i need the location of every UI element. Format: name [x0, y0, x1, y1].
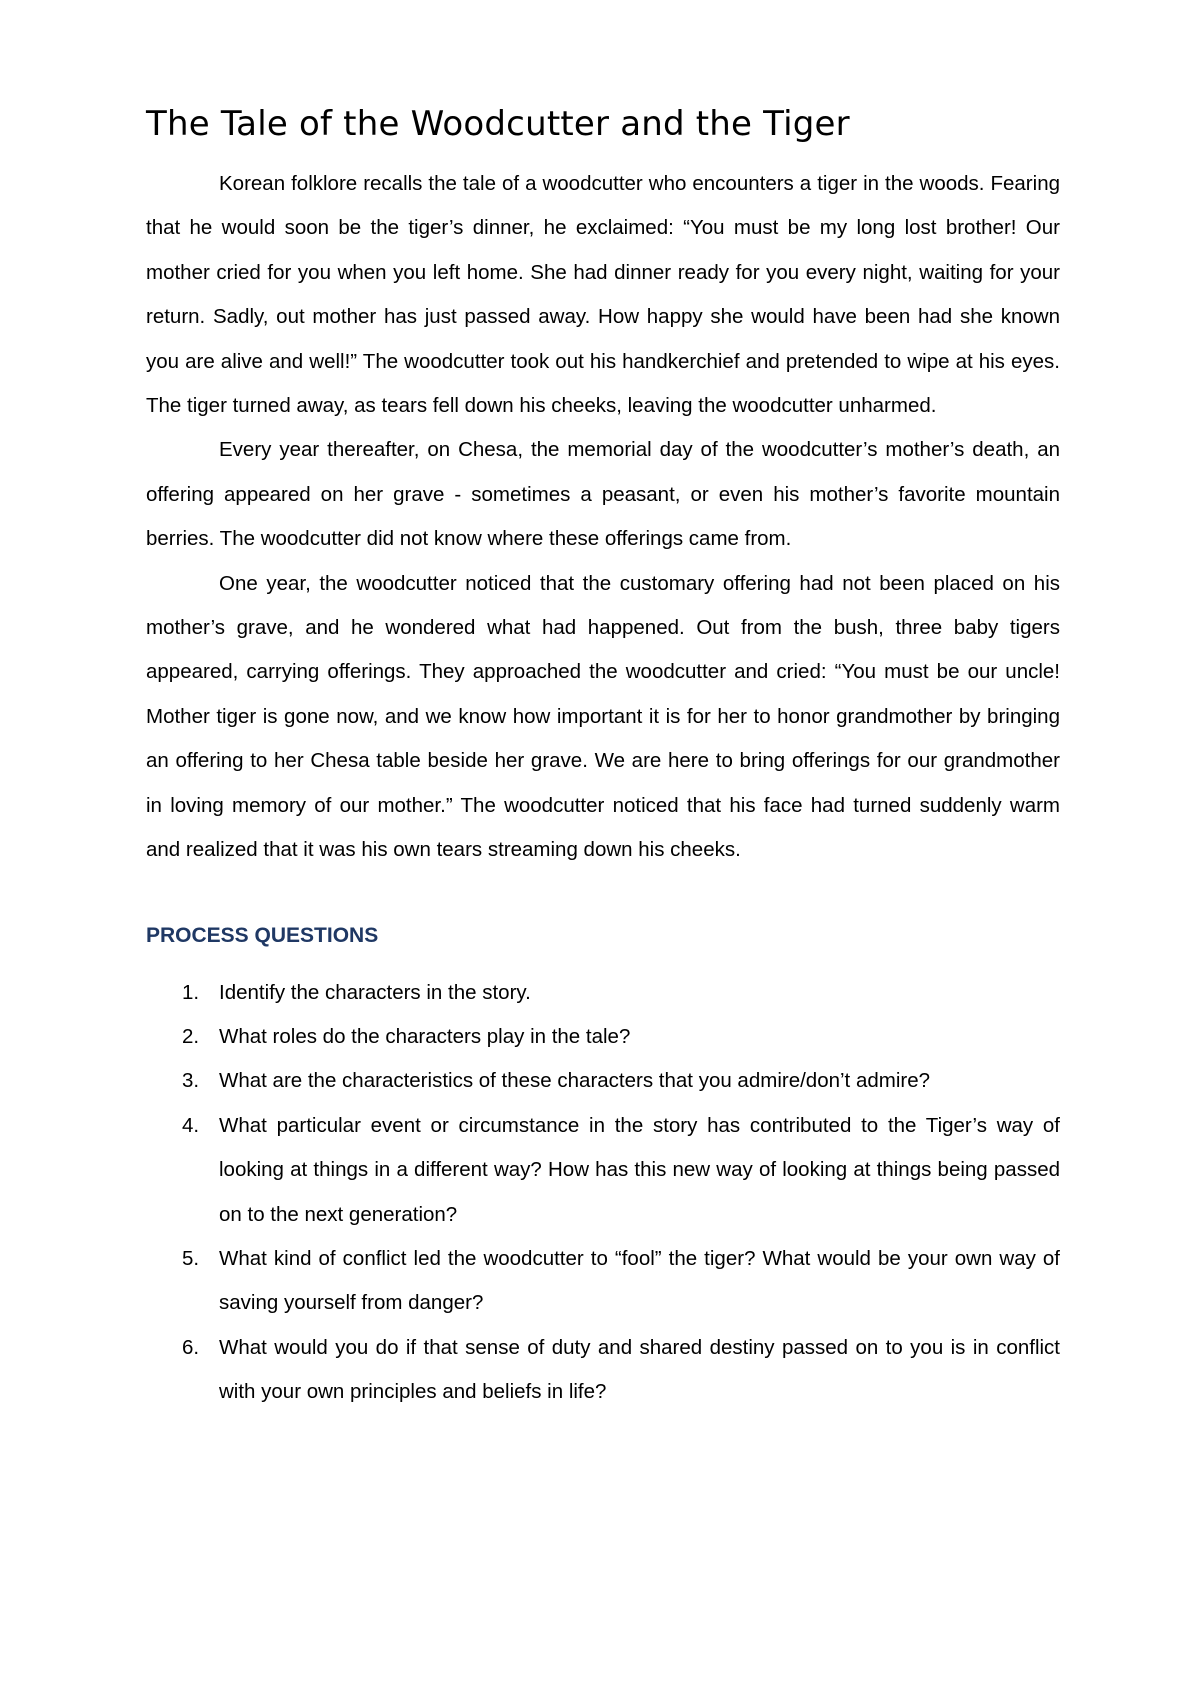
document-content: [146, 100, 1060, 1415]
story-paragraph-3: One year, the woodcutter noticed that the customary offering had not been placed on his mother’s grave, and he wondered what had happened. Out from the bush, three baby tigers appeared, carrying offerings. They approached the woodcutter and cried: “You must be our uncle! Mother tiger is gone now, and we know how important it is for her to honor grandmother by bringing an offering to her Chesa table beside her grave. We are here to bring offerings for our grandmother in loving memory of our mother.” The woodcutter noticed that his face had turned suddenly warm and realized that it was his own tears streaming down his cheeks.: [146, 571, 1060, 862]
process-questions-heading: PROCESS QUESTIONS: [146, 923, 379, 947]
document-title: The Tale of the Woodcutter and the Tiger: [146, 104, 850, 144]
question-number: 5.: [182, 1246, 200, 1270]
question-number: 1.: [182, 980, 200, 1004]
question-number: 6.: [182, 1335, 200, 1359]
question-number: 4.: [182, 1113, 200, 1137]
story-paragraph-1: Korean folklore recalls the tale of a woodcutter who encounters a tiger in the woods. Fearing that he would soon be the tiger’s dinner, he exclaimed: “You must be my long lost brother! Our mother cried for you when you left home. She had dinner ready for you every night, waiting for your return. Sadly, out mother has just passed away. How happy she would have been had she known you are alive and well!” The woodcutter took out his handkerchief and pretended to wipe at his eyes. The tiger turned away, as tears fell down his cheeks, leaving the woodcutter unharmed.: [146, 172, 1060, 418]
question-number: 2.: [182, 1024, 200, 1048]
process-questions-list: [146, 971, 1060, 1415]
question-item: [146, 1326, 1060, 1415]
question-text: What roles do the characters play in the tale?: [219, 1024, 631, 1048]
question-number: 3.: [182, 1069, 200, 1093]
question-item: [146, 1015, 1060, 1059]
question-text: What kind of conflict led the woodcutter to “fool” the tiger? What would be your own way of saving yourself from danger?: [219, 1246, 1060, 1315]
story-paragraph-2: Every year thereafter, on Chesa, the memorial day of the woodcutter’s mother’s death, an offering appeared on her grave - sometimes a peasant, or even his mother’s favorite mountain berries. The woodcutter did not know where these offerings came from.: [146, 438, 1060, 551]
question-text: What would you do if that sense of duty and shared destiny passed on to you is in conflict with your own principles and beliefs in life?: [219, 1335, 1060, 1404]
question-item: [146, 1059, 1060, 1103]
question-text: Identify the characters in the story.: [219, 980, 531, 1004]
question-item: [146, 971, 1060, 1015]
question-item: [146, 1237, 1060, 1326]
question-text: What are the characteristics of these characters that you admire/don’t admire?: [219, 1069, 931, 1093]
question-item: [146, 1104, 1060, 1237]
question-text: What particular event or circumstance in the story has contributed to the Tiger’s way of looking at things in a different way? How has this new way of looking at things being passed on to the next generation?: [219, 1113, 1060, 1226]
